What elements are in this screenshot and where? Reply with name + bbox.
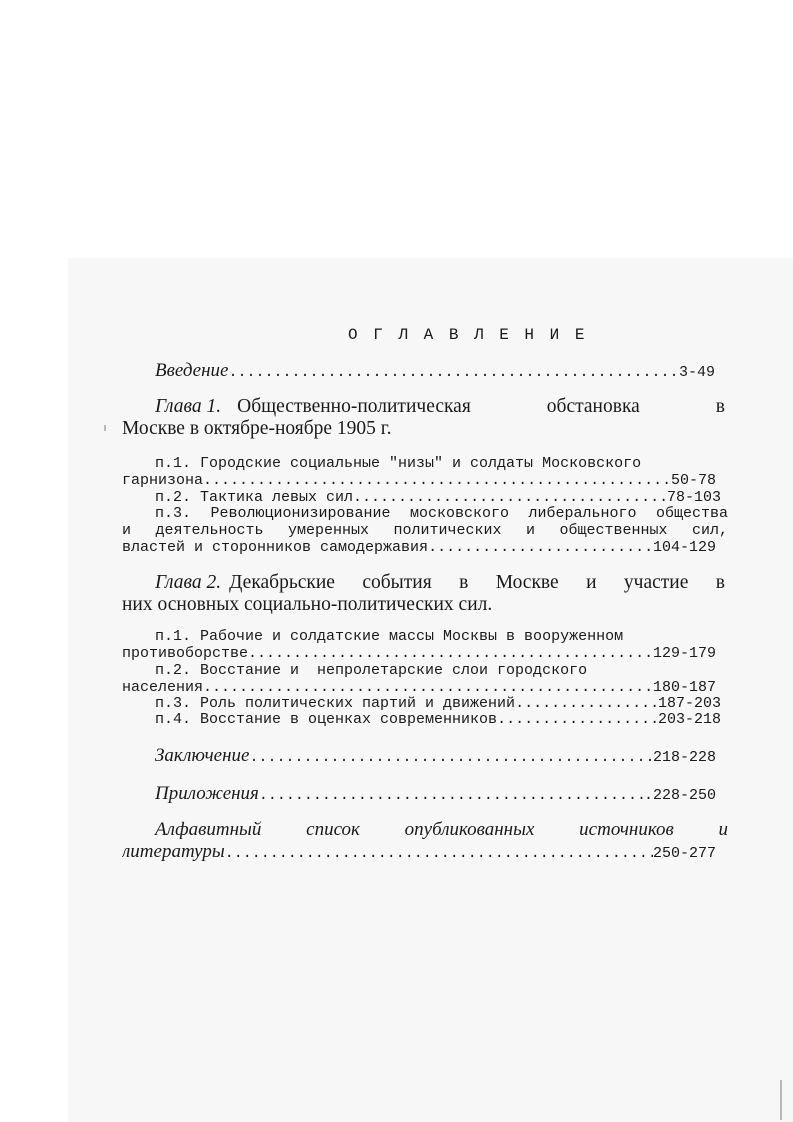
- toc-entry-pages: .228-250: [643, 787, 716, 804]
- toc-entry-label: п.4. Восстание в оценках современников: [155, 711, 498, 728]
- toc-entry-label: противоборстве: [122, 645, 249, 662]
- chapter1-heading-line1: [155, 396, 725, 418]
- scan-artifact: [780, 1080, 782, 1120]
- toc-entry-appendices: [155, 783, 716, 805]
- toc-entry-label: п.2. Тактика левых сил: [155, 489, 354, 506]
- dot-leader: [249, 749, 653, 766]
- chapter2-label: Глава 2.: [155, 572, 222, 593]
- dot-leader: [228, 364, 679, 381]
- toc-entry-intro: [155, 360, 715, 382]
- ch2-p3-entry: [155, 695, 721, 712]
- ch2-p1-line1: п.1. Рабочие и солдатские массы Москвы в вооруженном: [155, 628, 624, 645]
- dot-leader: [248, 645, 653, 662]
- ch1-p3-entry: [122, 539, 716, 556]
- toc-entry-pages: 104-129: [652, 539, 716, 556]
- ch1-p1-entry: [122, 472, 716, 489]
- chapter2-heading-line2: них основных социально-политических сил.: [122, 594, 493, 615]
- ch2-p2-entry: [122, 679, 716, 696]
- chapter1-heading-line2: Москве в октябре-ноябре 1905 г.: [122, 418, 392, 439]
- ch1-p2-entry: [155, 489, 721, 506]
- ch1-p3-line1: п.3. Революционизирование московского либерального общества: [155, 505, 728, 522]
- chapter2-heading-line1: [155, 572, 725, 594]
- dot-leader: [515, 695, 658, 712]
- toc-entry-label: населения: [122, 679, 204, 696]
- ch2-p2-line1: п.2. Восстание и непролетарские слои городского: [155, 662, 588, 679]
- dot-leader: [225, 845, 653, 862]
- dot-leader: [203, 679, 653, 696]
- chapter2-heading-text: Декабрьские события в Москве и участие в: [229, 572, 725, 593]
- ch2-p1-entry: [122, 645, 716, 662]
- toc-entry-pages: 129-179: [652, 645, 716, 662]
- toc-entry-label: гарнизона: [122, 472, 204, 489]
- dot-leader: [428, 539, 653, 556]
- scan-artifact: [104, 425, 106, 431]
- dot-leader: [353, 489, 667, 506]
- toc-entry-pages: 3-49: [678, 364, 715, 381]
- ch1-p3-line2: и деятельность умеренных политических и общественных сил,: [122, 522, 728, 539]
- dot-leader: [497, 711, 658, 728]
- toc-entry-pages: 50-78: [670, 472, 716, 489]
- ch2-p4-entry: [155, 711, 721, 728]
- toc-entry-label: Заключение: [155, 745, 250, 766]
- toc-entry-label: п.3. Роль политических партий и движений: [155, 695, 516, 712]
- toc-entry-label: Введение: [155, 360, 229, 381]
- toc-entry-label: властей и сторонников самодержавия: [122, 539, 429, 556]
- toc-entry-pages: 203-218: [657, 711, 721, 728]
- chapter1-heading-text: Общественно-политическая обстановка в: [237, 396, 725, 417]
- toc-entry-bibliography: [122, 841, 716, 863]
- toc-entry-conclusion: [155, 745, 716, 767]
- toc-entry-label: Приложения: [155, 783, 259, 804]
- toc-title: О Г Л А В Л Е Н И Е: [348, 326, 588, 344]
- bibliography-line1: Алфавитный список опубликованных источников и: [155, 819, 728, 840]
- dot-leader: [203, 472, 671, 489]
- toc-entry-pages: 180-187: [652, 679, 716, 696]
- toc-entry-pages: 78-103: [666, 489, 721, 506]
- dot-leader: [259, 787, 644, 804]
- toc-entry-pages: 218-228: [652, 749, 716, 766]
- chapter1-label: Глава 1.: [155, 396, 222, 417]
- toc-entry-pages: 187-203: [657, 695, 721, 712]
- toc-entry-label: литературы: [122, 841, 225, 862]
- toc-entry-pages: 250-277: [652, 845, 716, 862]
- ch1-p1-line1: п.1. Городские социальные "низы" и солдаты Московского: [155, 455, 642, 472]
